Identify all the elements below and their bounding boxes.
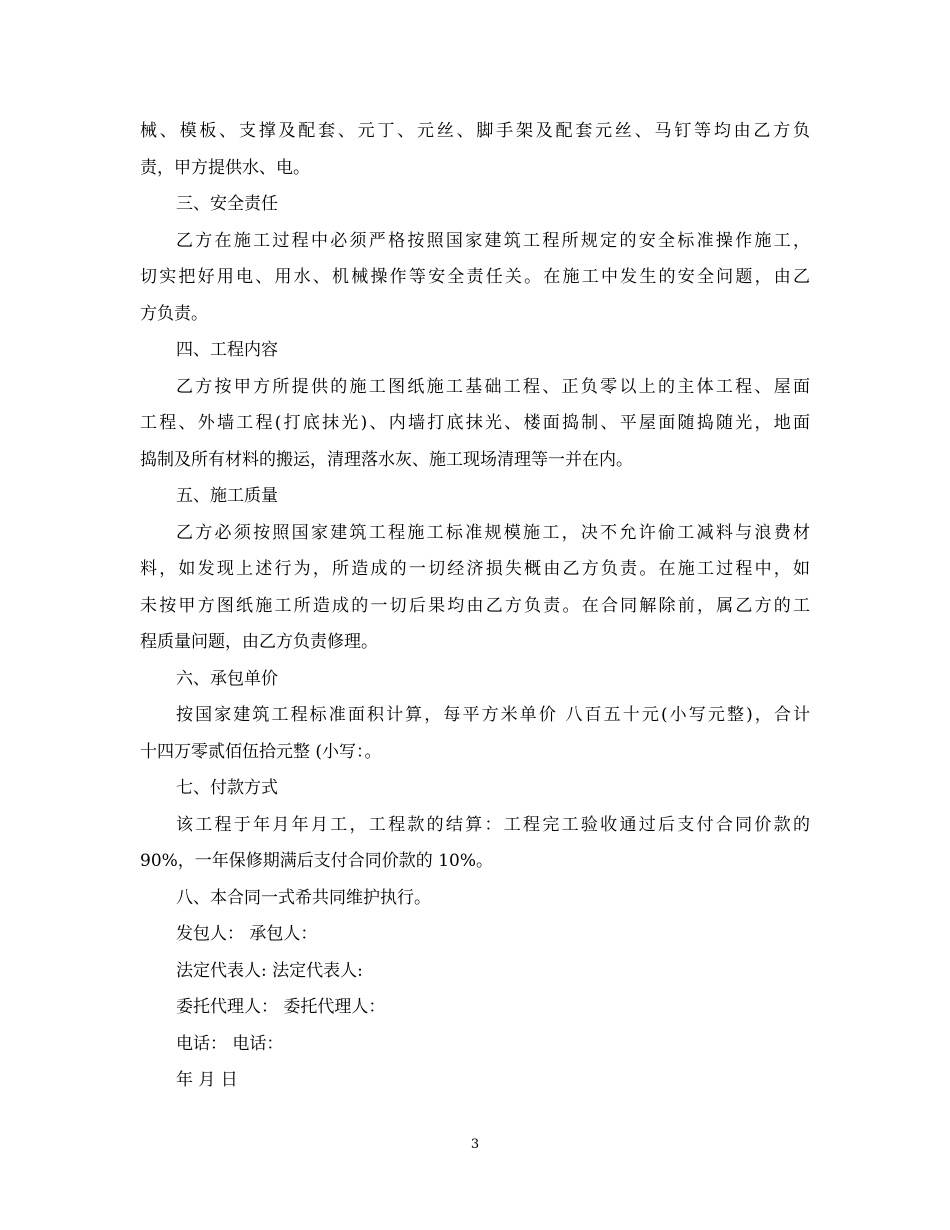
paragraph-line: 按国家建筑工程标准面积计算，每平方米单价 八百五十元(小写元整)，合计: [176, 705, 810, 725]
paragraph-line: 方负责。: [140, 303, 208, 324]
paragraph-line: 工程、外墙工程(打底抹光)、内墙打底抹光、楼面捣制、平屋面随捣随光，地面: [140, 413, 810, 433]
paragraph-line: 料，如发现上述行为，所造成的一切经济损失概由乙方负责。在施工过程中，如: [140, 559, 810, 579]
paragraph-line: 械、模板、支撑及配套、元丁、元丝、脚手架及配套元丝、马钉等均由乙方负: [140, 121, 810, 141]
section-heading-unit-price: 六、承包单价: [176, 668, 278, 689]
document-body: [140, 113, 810, 1099]
signature-authorized-agents: 委托代理人： 委托代理人：: [176, 997, 386, 1017]
section-heading-scope: 四、工程内容: [176, 340, 278, 360]
signature-date: 年 月 日: [176, 1070, 238, 1090]
paragraph-line: 该工程于年月年月工，工程款的结算：工程完工验收通过后支付合同价款的: [176, 814, 810, 835]
page-number: 3: [470, 1137, 480, 1152]
paragraph-line: 乙方必须按照国家建筑工程施工标准规模施工，决不允许偷工减料与浪费材: [176, 522, 810, 543]
section-heading-payment: 七、付款方式: [176, 778, 278, 798]
signature-parties: 发包人： 承包人：: [176, 924, 318, 944]
section-heading-execution: 八、本合同一式希共同维护执行。: [176, 887, 431, 908]
paragraph-line: 切实把好用电、用水、机械操作等安全责任关。在施工中发生的安全问题，由乙: [140, 267, 810, 287]
paragraph-line: 责，甲方提供水、电。: [140, 157, 310, 178]
paragraph-line: 十四万零贰佰伍拾元整 (小写：。: [140, 741, 382, 762]
paragraph-line: 90%，一年保修期满后支付合同价款的 10%。: [140, 851, 493, 871]
signature-phones: 电话： 电话：: [176, 1033, 284, 1054]
paragraph-line: 捣制及所有材料的搬运，清理落水灰、施工现场清理等一并在内。: [140, 449, 633, 470]
section-heading-safety: 三、安全责任: [176, 194, 278, 214]
section-heading-quality: 五、施工质量: [176, 486, 278, 506]
paragraph-line: 乙方按甲方所提供的施工图纸施工基础工程、正负零以上的主体工程、屋面: [176, 376, 810, 397]
signature-legal-representatives: 法定代表人: 法定代表人:: [176, 960, 363, 981]
paragraph-line: 未按甲方图纸施工所造成的一切后果均由乙方负责。在合同解除前，属乙方的工: [140, 595, 810, 616]
paragraph-line: 程质量问题，由乙方负责修理。: [140, 632, 378, 652]
paragraph-line: 乙方在施工过程中必须严格按照国家建筑工程所规定的安全标准操作施工，: [176, 230, 810, 251]
